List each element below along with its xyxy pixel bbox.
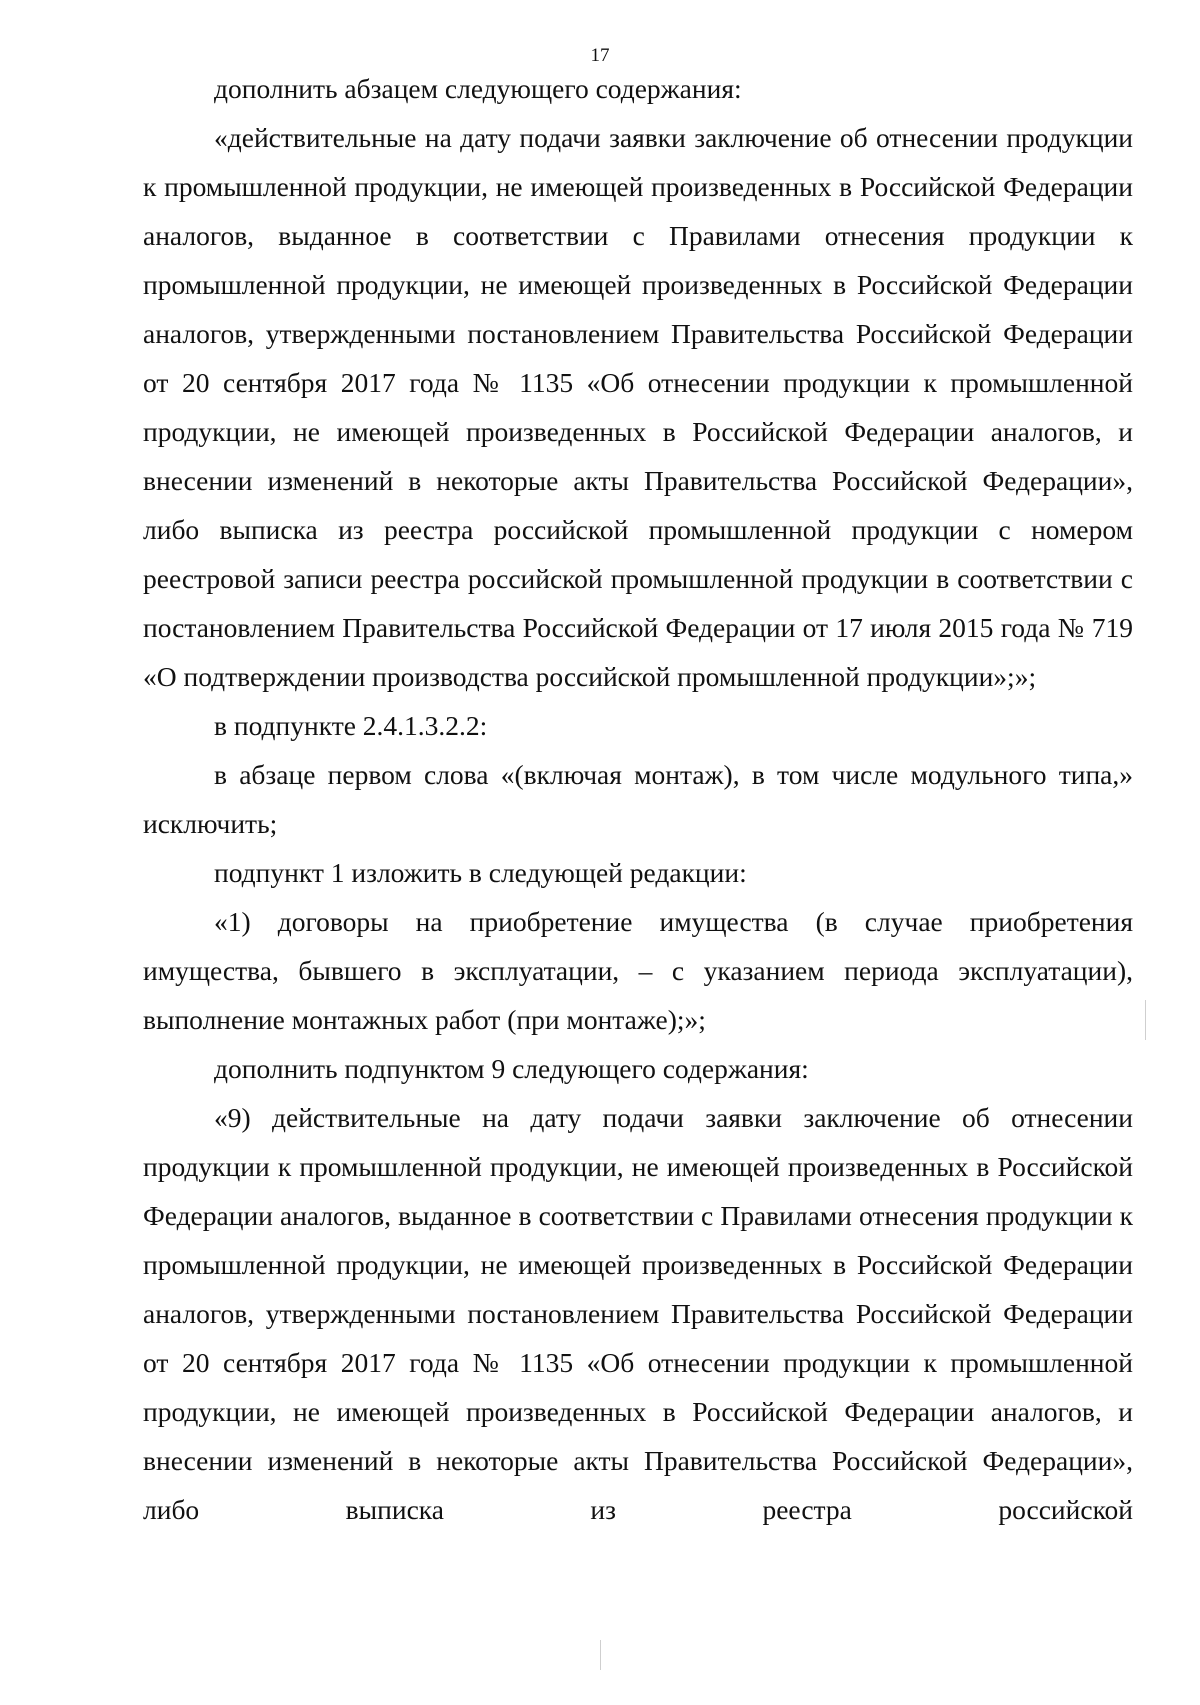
page-number: 17 [590, 45, 610, 66]
paragraph-subitem-9-heading: дополнить подпунктом 9 следующего содержания: [214, 1053, 809, 1084]
paragraph-subitem-9-text: «9) действительные на дату подачи заявки заключение об отнесении продукции к промышленной продукции, не имеющей произведенных в Российской Федерации аналогов, выданное в соответствии с Правилами отнесения продукции к промышленной продукции, не имеющей произведенных в Российской Федерации аналогов, утвержденными постановлением Правительства Российской Федерации от 20 сентября 2017 года № 1135 «Об отнесении продукции к промышленной продукции, не имеющей произведенных в Российской Федерации аналогов, и внесении изменений в некоторые акты Правительства Российской Федерации», либо выписка из реестра российской [143, 1102, 1133, 1525]
paragraph-conclusion-clause: «действительные на дату подачи заявки заключение об отнесении продукции к промышленной продукции, не имеющей произведенных в Российской Федерации аналогов, выданное в соответствии с Правилами отнесения продукции к промышленной продукции, не имеющей произведенных в Российской Федерации аналогов, утвержденными постановлением Правительства Российской Федерации от 20 сентября 2017 года № 1135 «Об отнесении продукции к промышленной продукции, не имеющей произведенных в Российской Федерации аналогов, и внесении изменений в некоторые акты Правительства Российской Федерации», либо выписка из реестра российской промышленной продукции с номером реестровой записи реестра российской промышленной продукции в соответствии с постановлением Правительства Российской Федерации от 17 июля 2015 года № 719 «О подтверждении производства российской промышленной продукции»;»; [143, 122, 1133, 692]
document-body [143, 64, 1133, 1534]
paragraph-intro: дополнить абзацем следующего содержания: [214, 73, 742, 104]
paragraph-subitem-1-text: «1) договоры на приобретение имущества (в случае приобретения имущества, бывшего в эксплуатации, – с указанием периода эксплуатации), выполнение монтажных работ (при монтаже);»; [143, 906, 1133, 1035]
scan-artifact [1145, 1000, 1146, 1040]
scan-artifact [600, 1640, 601, 1670]
paragraph-first-paragraph-edit: в абзаце первом слова «(включая монтаж), в том числе модульного типа,» исключить; [143, 759, 1133, 839]
paragraph-subclause-heading: в подпункте 2.4.1.3.2.2: [214, 710, 488, 741]
paragraph-subitem-1-heading: подпункт 1 изложить в следующей редакции: [214, 857, 747, 888]
